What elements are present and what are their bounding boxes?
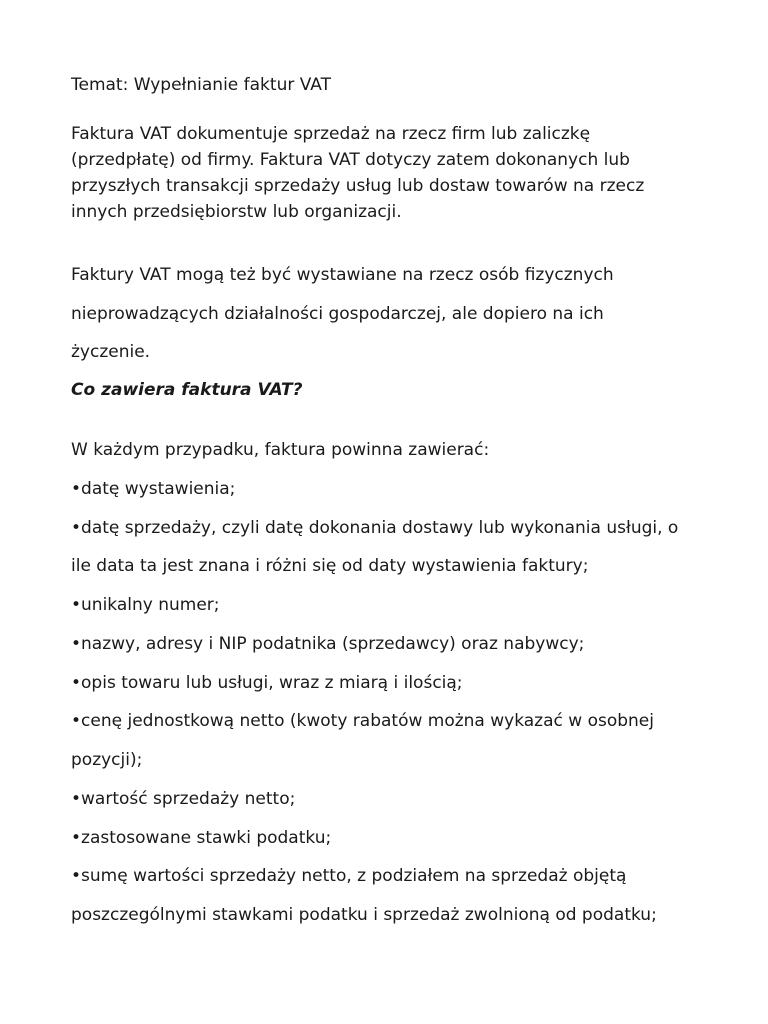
list-item: •wartość sprzedaży netto; bbox=[71, 789, 296, 809]
list-item: •sumę wartości sprzedaży netto, z podziałem na sprzedaż objętą bbox=[71, 866, 627, 886]
document-title: Temat: Wypełnianie faktur VAT bbox=[71, 75, 331, 95]
paragraph-line: przyszłych transakcji sprzedaży usług lub dostaw towarów na rzecz bbox=[71, 176, 645, 196]
paragraph-line: (przedpłatę) od firmy. Faktura VAT dotyczy zatem dokonanych lub bbox=[71, 150, 630, 170]
list-item: •datę sprzedaży, czyli datę dokonania dostawy lub wykonania usługi, o bbox=[71, 518, 679, 538]
list-item-continuation: pozycji); bbox=[71, 750, 143, 770]
paragraph-line: życzenie. bbox=[71, 342, 151, 362]
list-item: •unikalny numer; bbox=[71, 595, 220, 615]
paragraph-line: Faktury VAT mogą też być wystawiane na rzecz osób fizycznych bbox=[71, 265, 614, 285]
list-item: •zastosowane stawki podatku; bbox=[71, 828, 332, 848]
paragraph-line: nieprowadzących działalności gospodarczej, ale dopiero na ich bbox=[71, 304, 604, 324]
paragraph-line: innych przedsiębiorstw lub organizacji. bbox=[71, 202, 402, 222]
paragraph-line: Faktura VAT dokumentuje sprzedaż na rzecz firm lub zaliczkę bbox=[71, 124, 591, 144]
list-item: •cenę jednostkową netto (kwoty rabatów można wykazać w osobnej bbox=[71, 711, 654, 731]
list-intro: W każdym przypadku, faktura powinna zawierać: bbox=[71, 440, 490, 460]
section-heading: Co zawiera faktura VAT? bbox=[71, 380, 303, 400]
list-item: •opis towaru lub usługi, wraz z miarą i ilością; bbox=[71, 673, 463, 693]
list-item-continuation: ile data ta jest znana i różni się od daty wystawienia faktury; bbox=[71, 556, 589, 576]
list-item: •datę wystawienia; bbox=[71, 479, 236, 499]
list-item-continuation: poszczególnymi stawkami podatku i sprzedaż zwolnioną od podatku; bbox=[71, 905, 657, 925]
list-item: •nazwy, adresy i NIP podatnika (sprzedawcy) oraz nabywcy; bbox=[71, 634, 585, 654]
